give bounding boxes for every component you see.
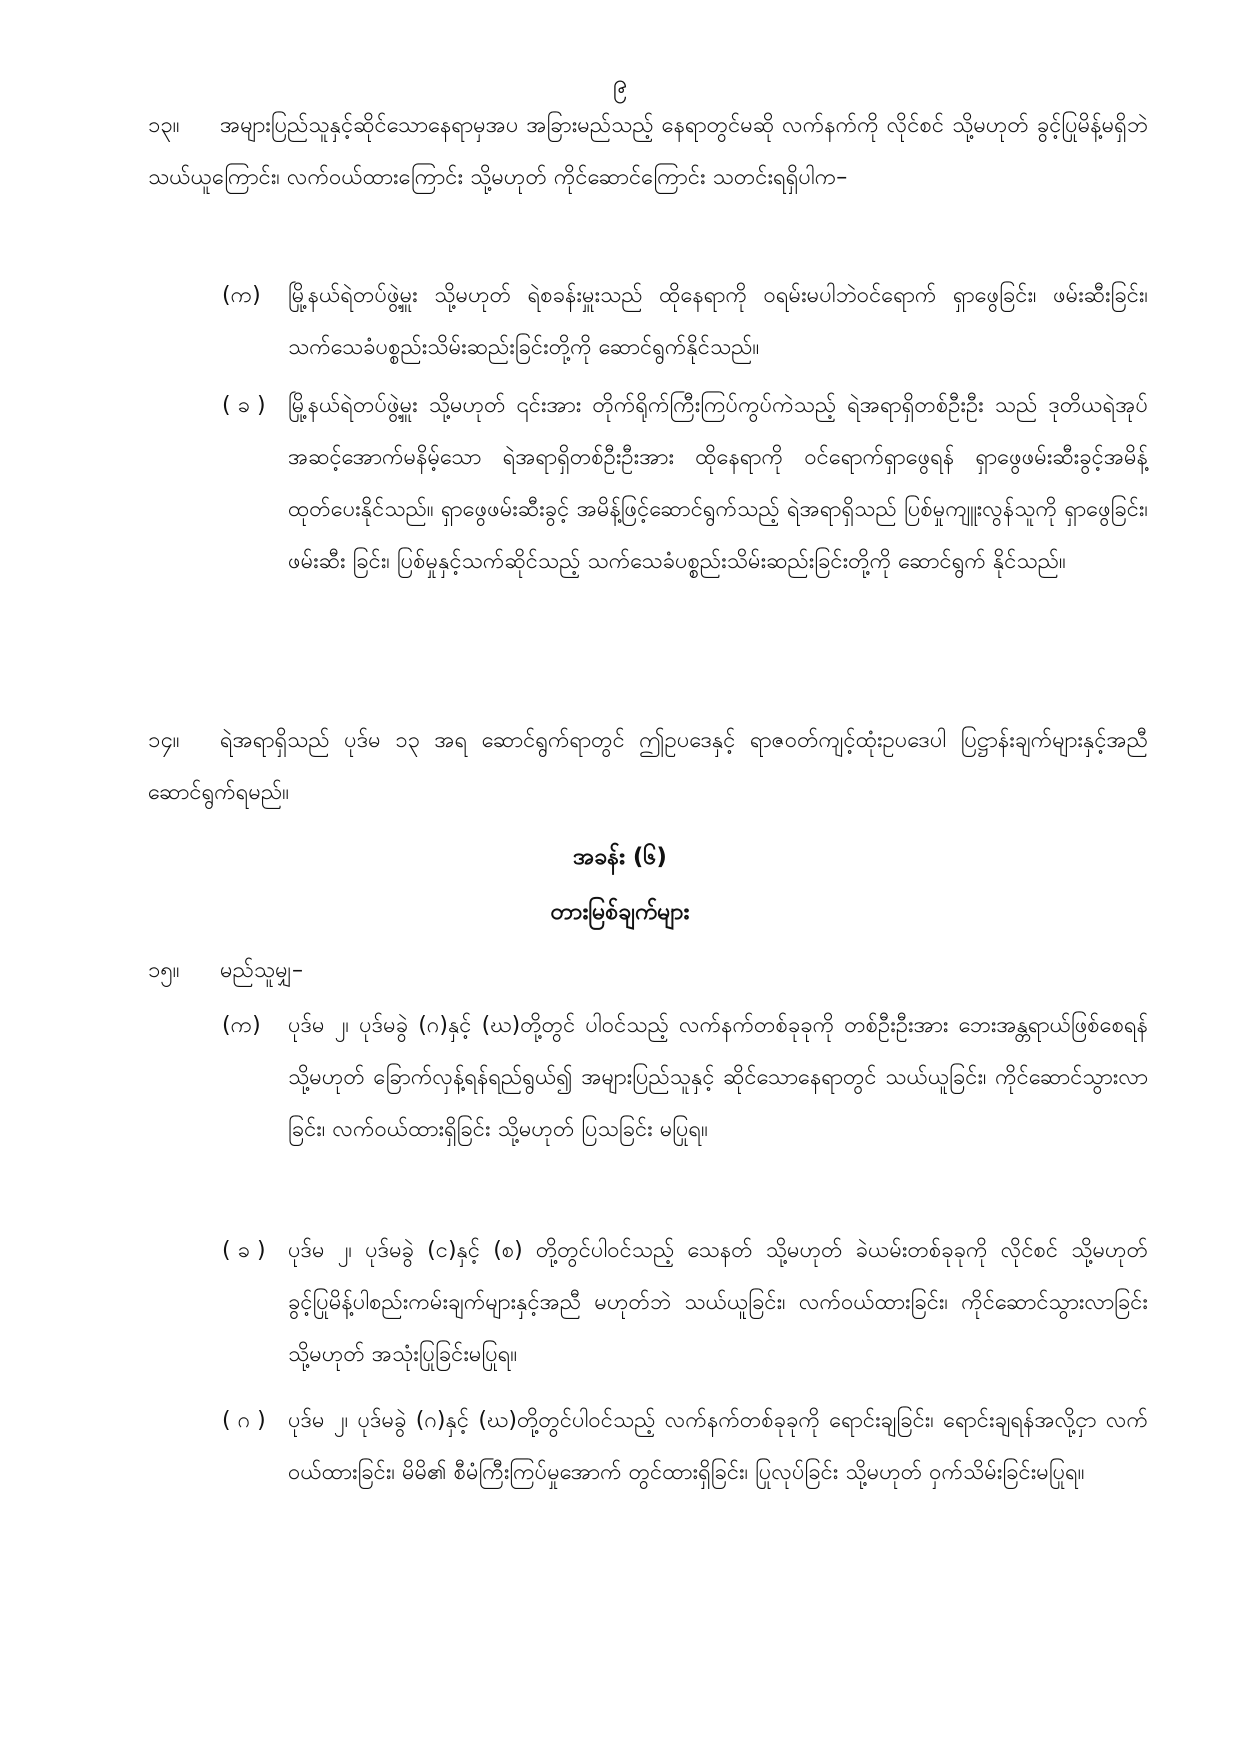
- section-15-item-ga: [222, 1395, 1148, 1499]
- section-14: [148, 715, 1148, 819]
- item-text: ပုဒ်မ ၂၊ ပုဒ်မခွဲ (င)နှင့် (စ) တို့တွင်ပါဝင်သည့် သေနတ် သို့မဟုတ် ခဲယမ်းတစ်ခုခုကို လိုင်စင် သို့မဟုတ် ခွင့်ပြုမိန့်ပါစည်းကမ်းချက်များနှင့်အညီ မဟုတ်ဘဲ သယ်ယူခြင်း၊ လက်ဝယ်ထားခြင်း၊ ကိုင်ဆောင်သွားလာခြင်း သို့မဟုတ် အသုံးပြုခြင်းမပြုရ။: [288, 1238, 1148, 1367]
- section-text: ရဲအရာရှိသည် ပုဒ်မ ၁၃ အရ ဆောင်ရွက်ရာတွင် ဤဥပဒေနှင့် ရာဇဝတ်ကျင့်ထုံးဥပဒေပါ ပြဋ္ဌာန်းချက်များနှင့်အညီ ဆောင်ရွက်ရမည်။: [148, 728, 1148, 805]
- item-label: ( ခ ): [222, 393, 266, 418]
- section-15-item-kha: [222, 1225, 1148, 1381]
- section-text: မည်သူမျှ–: [220, 958, 304, 983]
- page-number: ၉: [612, 69, 628, 99]
- chapter-subtitle: တားမြစ်ချက်များ: [550, 899, 690, 925]
- section-number: ၁၄။: [148, 728, 180, 753]
- section-number: ၁၅။: [148, 958, 180, 983]
- item-label: (က): [222, 1013, 261, 1038]
- section-13-item-ka: [222, 270, 1148, 374]
- section-15-item-ka: [222, 1000, 1148, 1156]
- item-text: ပုဒ်မ ၂၊ ပုဒ်မခွဲ (ဂ)နှင့် (ဃ)တို့တွင်ပါဝင်သည့် လက်နက်တစ်ခုခုကို ရောင်းချခြင်း၊ ရောင်းချရန်အလို့ငှာ လက်ဝယ်ထားခြင်း၊ မိမိ၏ စီမံကြီးကြပ်မှုအောက် တွင်ထားရှိခြင်း၊ ပြုလုပ်ခြင်း သို့မဟုတ် ဝှက်သိမ်းခြင်းမပြုရ။: [288, 1408, 1148, 1485]
- item-label: ( ဂ ): [222, 1408, 266, 1433]
- item-label: ( ခ ): [222, 1238, 266, 1263]
- item-text: မြို့နယ်ရဲတပ်ဖွဲ့မှူး သို့မဟုတ် ၎င်းအား တိုက်ရိုက်ကြီးကြပ်ကွပ်ကဲသည့် ရဲအရာရှိတစ်ဦးဦး သည် ဒုတိယရဲအုပ်အဆင့်အောက်မနိမ့်သော ရဲအရာရှိတစ်ဦးဦးအား ထိုနေရာကို ဝင်ရောက်ရှာဖွေရန် ရှာဖွေဖမ်းဆီးခွင့်အမိန့် ထုတ်ပေးနိုင်သည်။ ရှာဖွေဖမ်းဆီးခွင့် အမိန့်ဖြင့်ဆောင်ရွက်သည့် ရဲအရာရှိသည် ပြစ်မှုကျူးလွန်သူကို ရှာဖွေခြင်း၊ ဖမ်းဆီး ခြင်း၊ ပြစ်မှုနှင့်သက်ဆိုင်သည့် သက်သေခံပစ္စည်းသိမ်းဆည်းခြင်းတို့ကို ဆောင်ရွက် နိုင်သည်။: [288, 393, 1148, 574]
- item-text: ပုဒ်မ ၂၊ ပုဒ်မခွဲ (ဂ)နှင့် (ဃ)တို့တွင် ပါဝင်သည့် လက်နက်တစ်ခုခုကို တစ်ဦးဦးအား ဘေးအန္တရာယ်ဖြစ်စေရန် သို့မဟုတ် ခြောက်လှန့်ရန်ရည်ရွယ်၍ အများပြည်သူနှင့် ဆိုင်သောနေရာတွင် သယ်ယူခြင်း၊ ကိုင်ဆောင်သွားလာခြင်း၊ လက်ဝယ်ထားရှိခြင်း သို့မဟုတ် ပြသခြင်း မပြုရ။: [288, 1013, 1148, 1142]
- item-text: မြို့နယ်ရဲတပ်ဖွဲ့မှူး သို့မဟုတ် ရဲစခန်းမှူးသည် ထိုနေရာကို ဝရမ်းမပါဘဲဝင်ရောက် ရှာဖွေခြင်း၊ ဖမ်းဆီးခြင်း၊ သက်သေခံပစ္စည်းသိမ်းဆည်းခြင်းတို့ကို ဆောင်ရွက်နိုင်သည်။: [288, 283, 1148, 360]
- item-label: (က): [222, 283, 261, 308]
- section-13: [148, 100, 1148, 204]
- chapter-title: အခန်း (၆): [573, 844, 667, 870]
- section-13-item-kha: [222, 380, 1148, 588]
- section-number: ၁၃။: [148, 113, 180, 138]
- section-text: အများပြည်သူနှင့်ဆိုင်သောနေရာမှအပ အခြားမည်သည့် နေရာတွင်မဆို လက်နက်ကို လိုင်စင် သို့မဟုတ် ခွင့်ပြုမိန့်မရှိဘဲ သယ်ယူကြောင်း၊ လက်ဝယ်ထားကြောင်း သို့မဟုတ် ကိုင်ဆောင်ကြောင်း သတင်းရရှိပါက–: [148, 113, 1148, 190]
- section-15: [148, 945, 1148, 997]
